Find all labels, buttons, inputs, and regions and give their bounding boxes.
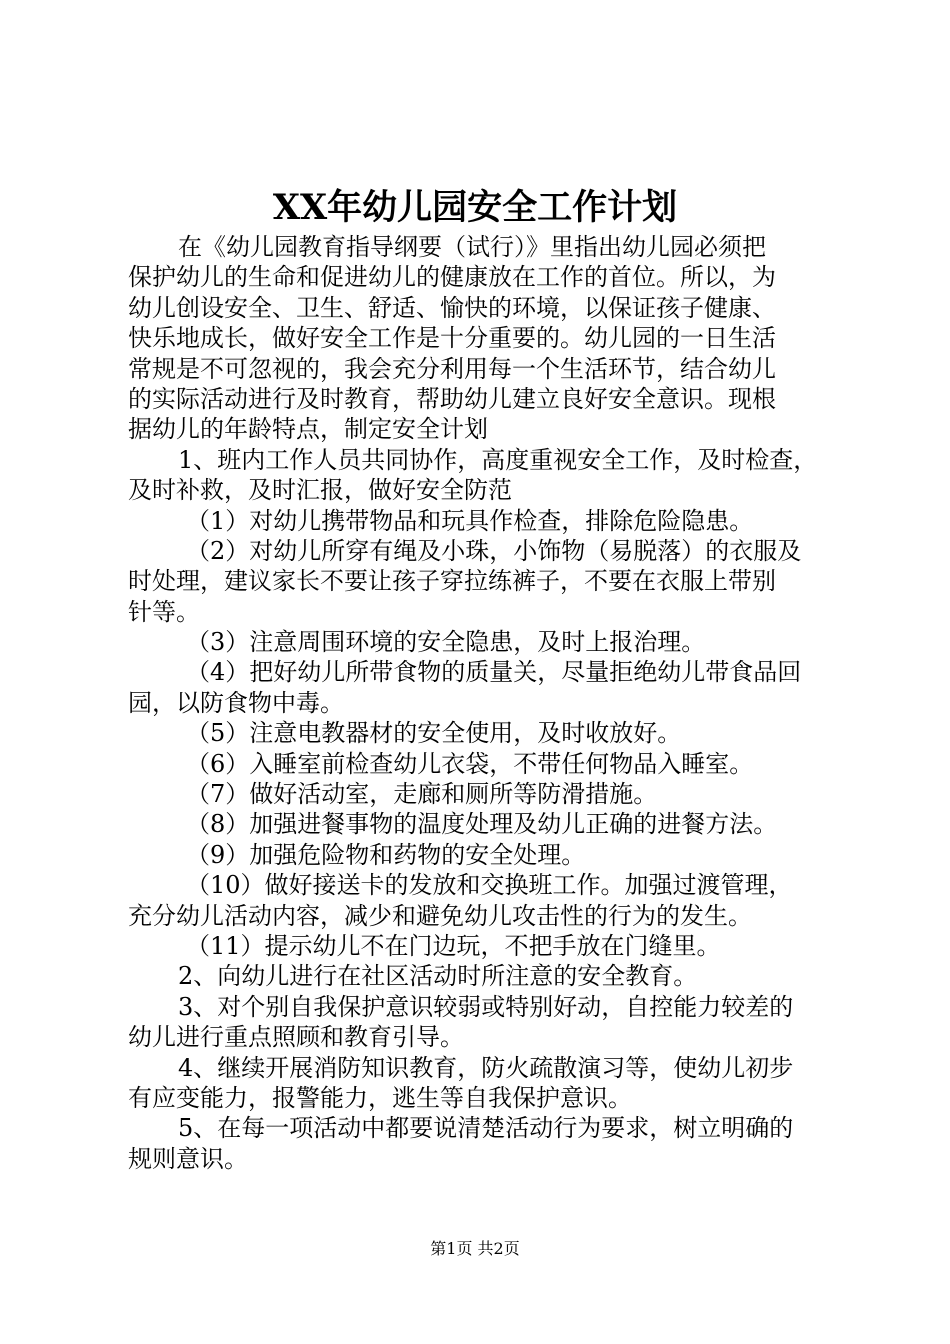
text-line: 据幼儿的年龄特点，制定安全计划 <box>128 415 488 444</box>
text-line: 1、班内工作人员共同协作，高度重视安全工作，及时检查， <box>178 445 818 474</box>
text-line: （9）加强危险物和药物的安全处理。 <box>186 840 586 869</box>
text-line: 常规是不可忽视的，我会充分利用每一个生活环节，结合幼儿 <box>128 354 776 383</box>
text-line: （7）做好活动室，走廊和厕所等防滑措施。 <box>186 780 658 809</box>
text-line: 快乐地成长，做好安全工作是十分重要的。幼儿园的一日生活 <box>128 324 776 353</box>
document-title: XX年幼儿园安全工作计划 <box>272 187 678 228</box>
text-line: 在《幼儿园教育指导纲要（试行）》里指出幼儿园必须把 <box>178 233 766 261</box>
text-line: （2）对幼儿所穿有绳及小珠，小饰物（易脱落）的衣服及 <box>186 536 802 565</box>
page-footer: 第1页 共2页 <box>430 1239 520 1258</box>
text-line: 时处理，建议家长不要让孩子穿拉练裤子，不要在衣服上带别 <box>128 567 776 596</box>
text-line: 4、继续开展消防知识教育，防火疏散演习等，使幼儿初步 <box>178 1053 794 1082</box>
text-line: （1）对幼儿携带物品和玩具作检查，排除危险隐患。 <box>186 506 754 535</box>
text-line: 充分幼儿活动内容，减少和避免幼儿攻击性的行为的发生。 <box>128 901 752 930</box>
text-line: 保护幼儿的生命和促进幼儿的健康放在工作的首位。所以，为 <box>128 263 776 292</box>
text-line: 针等。 <box>128 597 200 626</box>
text-line: （10）做好接送卡的发放和交换班工作。加强过渡管理， <box>186 871 793 900</box>
text-line: 3、对个别自我保护意识较弱或特别好动，自控能力较差的 <box>178 992 794 1021</box>
document-body <box>128 232 848 1174</box>
text-line: 有应变能力，报警能力，逃生等自我保护意识。 <box>128 1083 632 1112</box>
text-line: 幼儿创设安全、卫生、舒适、愉快的环境，以保证孩子健康、 <box>128 293 776 322</box>
text-line: （4）把好幼儿所带食物的质量关，尽量拒绝幼儿带食品回 <box>186 658 802 687</box>
text-line: （11）提示幼儿不在门边玩，不把手放在门缝里。 <box>186 931 721 960</box>
text-line: 2、向幼儿进行在社区活动时所注意的安全教育。 <box>178 962 698 991</box>
text-line: 幼儿进行重点照顾和教育引导。 <box>128 1023 464 1052</box>
text-line: 的实际活动进行及时教育，帮助幼儿建立良好安全意识。现根 <box>128 384 776 413</box>
text-line: 园，以防食物中毒。 <box>128 688 344 717</box>
text-line: （3）注意周围环境的安全隐患，及时上报治理。 <box>186 628 706 657</box>
text-line: 规则意识。 <box>128 1144 248 1173</box>
text-line: （5）注意电教器材的安全使用，及时收放好。 <box>186 719 682 748</box>
text-line: 及时补救，及时汇报，做好安全防范 <box>128 476 512 505</box>
text-line: （6）入睡室前检查幼儿衣袋，不带任何物品入睡室。 <box>186 749 754 778</box>
text-line: 5、在每一项活动中都要说清楚活动行为要求，树立明确的 <box>178 1114 794 1143</box>
text-line: （8）加强进餐事物的温度处理及幼儿正确的进餐方法。 <box>186 810 778 839</box>
